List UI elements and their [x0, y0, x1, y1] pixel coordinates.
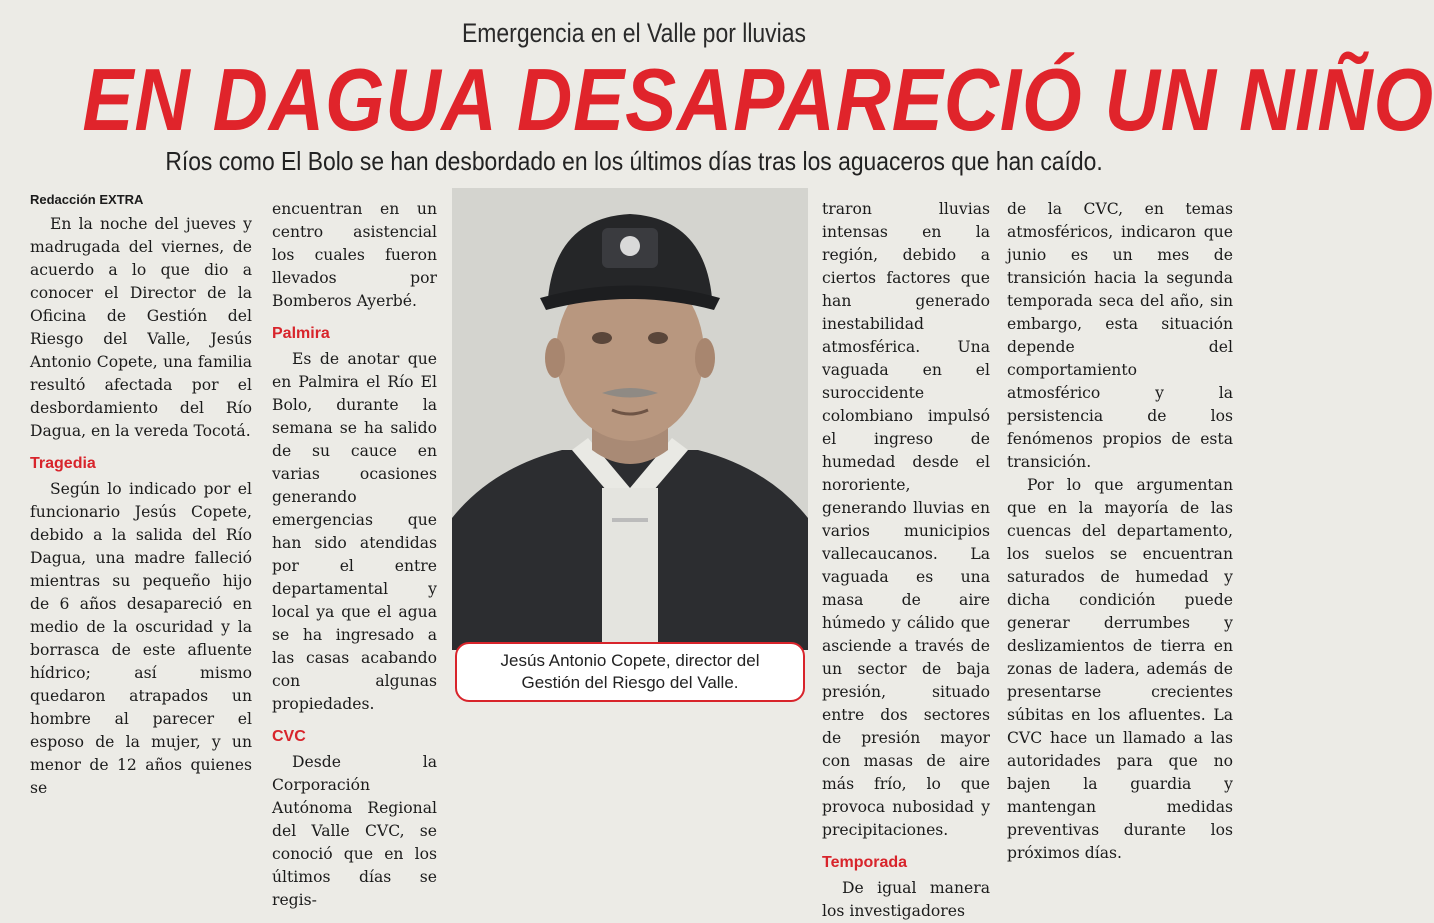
caption-line-1: Jesús Antonio Copete, director del [500, 651, 760, 670]
portrait-illustration [452, 188, 808, 650]
col2-paragraph-1: encuentran en un centro asistencial los cuales fueron llevados por Bomberos Ayerbé. [272, 200, 437, 310]
portrait-photo [452, 188, 808, 650]
col3-paragraph-2: De igual manera los investigadores [822, 879, 990, 920]
kicker: Emergencia en el Valle por lluvias [461, 18, 807, 48]
column-3 [822, 198, 990, 923]
col4-paragraph-2: Por lo que argumentan que en la mayoría de las cuencas del departamento, los suelos se encuentran saturados de humedad y dicha condición puede generar derrumbes y deslizamientos de tierra en zonas de ladera, además de presentarse crecientes súbitas en los afluentes. La CVC hace un llamado a las autoridades para que no bajen la guardia y mantengan medidas preventivas durante los próximos días. [1007, 476, 1233, 862]
section-heading-palmira: Palmira [272, 325, 330, 342]
section-heading-tragedia: Tragedia [30, 455, 96, 472]
col2-paragraph-2: Es de anotar que en Palmira el Río El Bolo, durante la semana se ha salido de su cauce en varias ocasiones generando emergencias que han sido atendidas por el entre departamental y local ya que el agua se ha ingresado a las casas acabando con algunas propiedades. [272, 350, 437, 713]
column-4 [1007, 198, 1233, 865]
col4-paragraph-1: de la CVC, en temas atmosféricos, indicaron que junio es un mes de transición hacia la segunda temporada seca del año, sin embargo, esta situación depende del comportamiento atmosférico y la persistencia de los fenómenos propios de esta transición. [1007, 200, 1233, 471]
col3-paragraph-1: traron lluvias intensas en la región, debido a ciertos factores que han generado inestabilidad atmosférica. Una vaguada en el suroccidente colombiano impulsó el ingreso de humedad desde el nororiente, generando lluvias en varios municipios vallecaucanos. La vaguada es una masa de aire húmedo y cálido que asciende a través de un sector de baja presión, situado entre dos sectores de presión mayor con masas de aire más frío, lo que provoca nubosidad y precipitaciones. [822, 200, 990, 839]
photo-caption [455, 642, 805, 702]
col1-paragraph-1: En la noche del jueves y madrugada del viernes, de acuerdo a lo que dio a conocer el Director de la Oficina de Gestión del Riesgo del Valle, Jesús Antonio Copete, una familia resultó afectada por el desbordamiento del Río Dagua, en la vereda Tocotá. [30, 215, 252, 440]
byline: Redacción EXTRA [30, 192, 144, 207]
col1-paragraph-2: Según lo indicado por el funcionario Jesús Copete, debido a la salida del Río Dagua, una madre falleció mientras su pequeño hijo de 6 años desapareció en medio de la oscuridad y la borrasca de este afluente hídrico; así mismo quedaron atrapados un hombre al parecer el esposo de la mujer, y un menor de 12 años quienes se [30, 480, 252, 797]
column-2 [272, 198, 437, 912]
caption-line-2: Gestión del Riesgo del Valle. [521, 673, 739, 692]
col2-paragraph-3: Desde la Corporación Autónoma Regional del Valle CVC, se conoció que en los últimos días se regis- [272, 753, 437, 909]
section-heading-cvc: CVC [272, 728, 306, 745]
subhead: Ríos como El Bolo se han desbordado en los últimos días tras los aguaceros que han caído. [165, 146, 1103, 176]
section-heading-temporada: Temporada [822, 854, 908, 871]
headline: EN DAGUA DESAPARECIÓ UN NIÑO [82, 50, 1434, 149]
column-1 [30, 190, 252, 800]
